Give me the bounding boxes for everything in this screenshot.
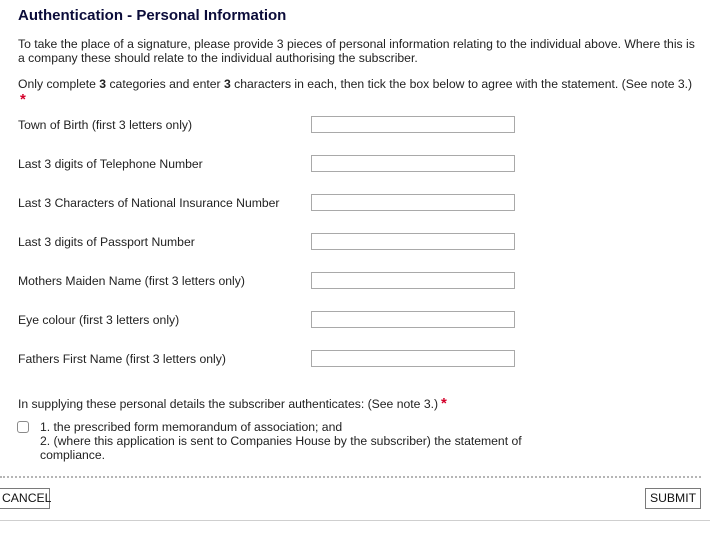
fathers-first-name-label: Fathers First Name (first 3 letters only)	[18, 352, 226, 366]
supply-text: In supplying these personal details the subscriber authenticates: (See note 3.)	[18, 397, 439, 411]
statement-line-2: 2. (where this application is sent to Companies House by the subscriber) the statement of compliance.	[40, 434, 522, 462]
dotted-divider	[0, 476, 701, 478]
cancel-button[interactable]: CANCEL	[0, 488, 50, 509]
instruction-part1: Only complete	[18, 77, 100, 91]
instruction-count1: 3	[99, 77, 107, 91]
passport-input[interactable]	[311, 233, 515, 250]
passport-label: Last 3 digits of Passport Number	[18, 235, 195, 249]
instruction-part2: categories and enter	[106, 77, 224, 91]
national-insurance-input[interactable]	[311, 194, 515, 211]
instruction-text	[18, 77, 708, 91]
intro-text: To take the place of a signature, please provide 3 pieces of personal information relating to the individual above. Where this is a company these should relate to the individual authorising the subscriber.	[18, 37, 695, 65]
supply-statement	[18, 395, 447, 412]
bottom-divider	[0, 520, 710, 521]
instruction-count2: 3	[223, 77, 231, 91]
eye-colour-input[interactable]	[311, 311, 515, 328]
mothers-maiden-name-input[interactable]	[311, 272, 515, 289]
required-asterisk: *	[20, 91, 26, 108]
national-insurance-label: Last 3 Characters of National Insurance Number	[18, 196, 280, 210]
authentication-statement	[40, 420, 540, 462]
eye-colour-label: Eye colour (first 3 letters only)	[18, 313, 180, 327]
telephone-label: Last 3 digits of Telephone Number	[18, 157, 203, 171]
submit-button[interactable]: SUBMIT	[645, 488, 701, 509]
town-of-birth-input[interactable]	[311, 116, 515, 133]
fathers-first-name-input[interactable]	[311, 350, 515, 367]
page-title: Authentication - Personal Information	[18, 7, 287, 24]
required-asterisk: *	[441, 395, 447, 412]
agree-checkbox[interactable]	[17, 421, 29, 433]
mothers-maiden-name-label: Mothers Maiden Name (first 3 letters only)	[18, 274, 245, 288]
instruction-part3: characters in each, then tick the box below to agree with the statement. (See note 3.)	[230, 77, 693, 91]
telephone-input[interactable]	[311, 155, 515, 172]
statement-line-1: 1. the prescribed form memorandum of association; and	[40, 420, 343, 434]
town-of-birth-label: Town of Birth (first 3 letters only)	[18, 118, 193, 132]
